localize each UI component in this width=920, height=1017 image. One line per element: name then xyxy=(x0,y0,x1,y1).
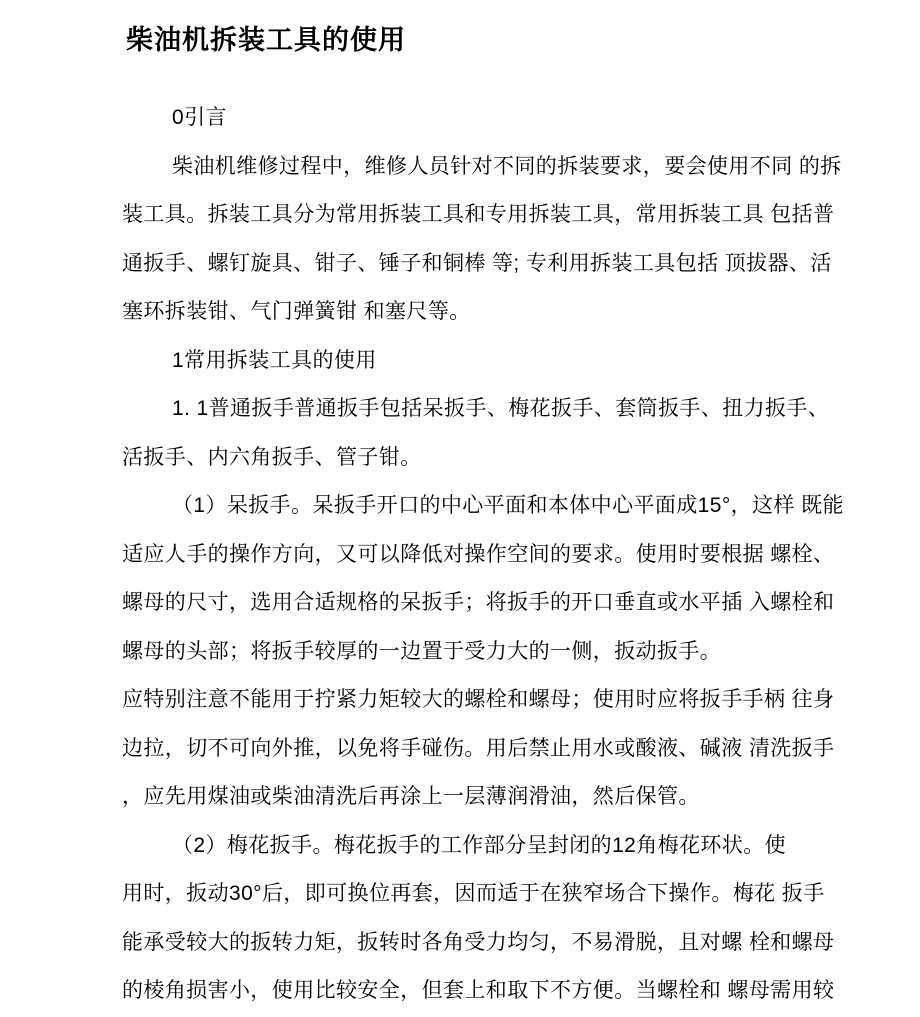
text-line: 适应人手的操作方向，又可以降低对操作空间的要求。使用时要根据 螺栓、 xyxy=(122,542,835,566)
text-line: 柴油机维修过程中，维修人员针对不同的拆装要求，要会使用不同 的拆 xyxy=(172,154,842,178)
text-line: 通扳手、螺钉旋具、钳子、锤子和铜棒 等; 专利用拆装工具包括 顶拔器、活 xyxy=(122,251,832,275)
text-line: ，应先用煤油或柴油清洗后再涂上一层薄润滑油，然后保管。 xyxy=(122,785,700,808)
heading-section-1-1: 1. 1普通扳手普通扳手包括呆扳手、梅花扳手、套筒扳手、扭力扳手、 xyxy=(172,397,830,420)
document-body xyxy=(122,94,844,1016)
heading-introduction: 0引言 xyxy=(172,106,227,129)
text-line: 应特别注意不能用于拧紧力矩较大的螺栓和螺母；使用时应将扳手手柄 往身 xyxy=(122,688,835,711)
text-line: 用时，扳动30°后，即可换位再套，因而适于在狭窄场合下操作。梅花 扳手 xyxy=(122,882,825,905)
text-line: 能承受较大的扳转力矩，扳转时各角受力均匀，不易滑脱，且对螺 栓和螺母 xyxy=(122,930,835,954)
text-line-item-2: （2）梅花扳手。梅花扳手的工作部分呈封闭的12角梅花环状。使 xyxy=(172,833,787,857)
text-line: 螺母的头部；将扳手较厚的一边置于受力大的一侧，扳动扳手。 xyxy=(122,639,722,663)
document-title: 柴油机拆装工具的使用 xyxy=(126,25,406,56)
text-line-item-1: （1）呆扳手。呆扳手开口的中心平面和本体中心平面成15°，这样 既能 xyxy=(172,494,844,517)
text-line: 螺母的尺寸，选用合适规格的呆扳手；将扳手的开口垂直或水平插 入螺栓和 xyxy=(122,591,835,614)
heading-section-1: 1常用拆装工具的使用 xyxy=(172,348,377,372)
text-line: 活扳手、内六角扳手、管子钳。 xyxy=(122,445,422,469)
text-line: 装工具。拆装工具分为常用拆装工具和专用拆装工具，常用拆装工具 包括普 xyxy=(122,203,835,226)
text-line: 塞环拆装钳、气门弹簧钳 和塞尺等。 xyxy=(122,300,471,323)
text-line: 的棱角损害小，使用比较安全，但套上和取下不方便。当螺栓和 螺母需用较 xyxy=(122,979,835,1002)
text-line: 边拉，切不可向外推，以免将手碰伤。用后禁止用水或酸液、碱液 清洗扳手 xyxy=(122,736,835,760)
